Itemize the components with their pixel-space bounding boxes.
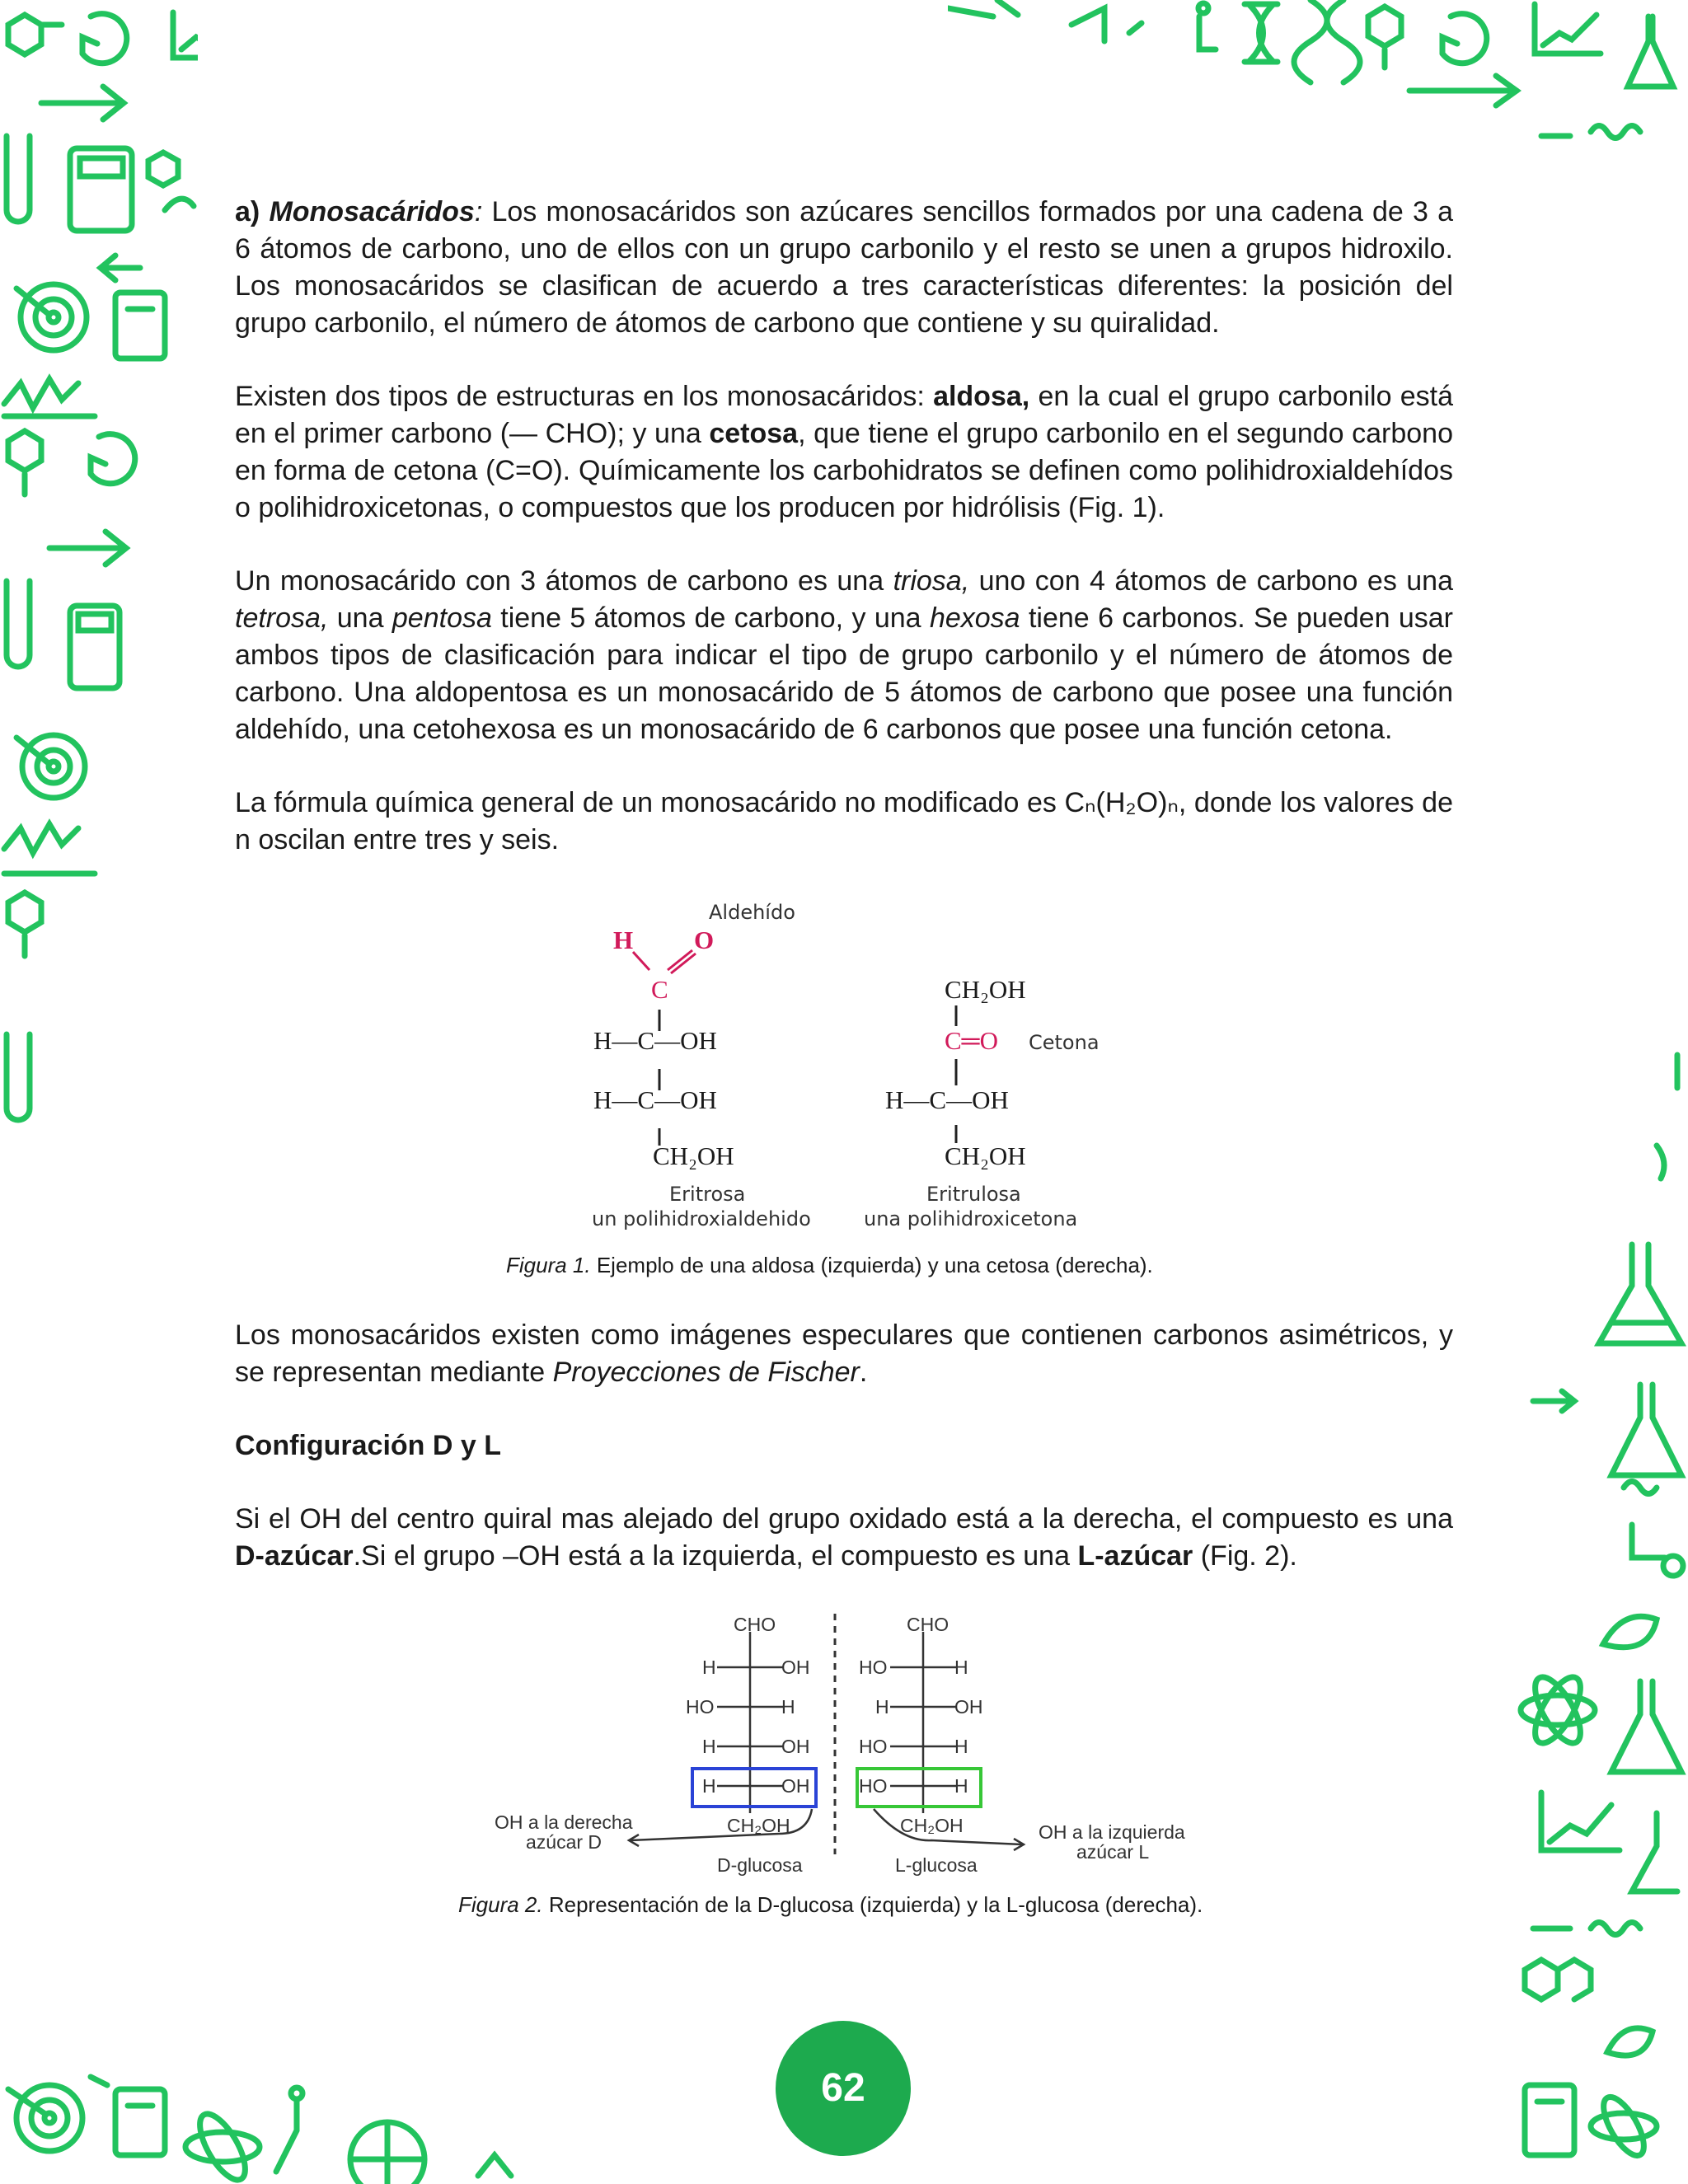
- main-content: [235, 194, 1453, 859]
- recycle-icon: [82, 14, 127, 63]
- hexagon-molecule-icon: [1525, 1960, 1591, 1999]
- figure-1-bonds: [577, 894, 1113, 1240]
- left-doodle-border: [0, 0, 198, 1154]
- d-row-1-left: H: [702, 1657, 716, 1678]
- paragraph-configuracion: Si el OH del centro quiral mas alejado del grupo oxidado está a la derecha, el compuesto es una D-azúcar.Si el grupo –OH está a la izquierda, el compuesto es una L-azúcar (Fig. 2).: [235, 1503, 1453, 1572]
- l-row-2-right: OH: [954, 1696, 983, 1718]
- arrow-icon: [1409, 76, 1517, 105]
- chart-icon: [4, 824, 95, 874]
- flask-icon: [1632, 1813, 1677, 1891]
- d-glucosa-cho: CHO: [734, 1614, 776, 1635]
- target-icon: [16, 735, 85, 798]
- flask-icon: [1611, 1681, 1681, 1772]
- recycle-icon: [91, 434, 135, 484]
- arrow-icon: [49, 532, 126, 565]
- atom-icon: [8, 431, 41, 494]
- hourglass-icon: [1245, 4, 1278, 62]
- calculator-icon: [70, 606, 120, 688]
- leaf-icon: [1607, 2028, 1653, 2055]
- microscope-icon: [1533, 1923, 1640, 1935]
- book-icon: [115, 293, 165, 359]
- d-row-4-left: H: [702, 1775, 716, 1797]
- aldehyde-c-atom: C: [651, 975, 668, 1004]
- book-icon: [1525, 2085, 1574, 2155]
- chart-icon: [1541, 1793, 1620, 1850]
- d-note-line-1: OH a la derecha: [495, 1811, 633, 1833]
- chart-icon: [1535, 4, 1601, 54]
- term-tetrosa: tetrosa,: [235, 602, 329, 634]
- chart-icon: [173, 12, 198, 58]
- paragraph-fischer: Los monosacáridos existen como imágenes especulares que contienen carbonos asimétricos, y se representan mediante Proyecciones de Fischer.: [235, 1319, 1453, 1388]
- l-glucosa-name: L-glucosa: [895, 1854, 978, 1876]
- eritrosa-desc: un polihidroxialdehido: [592, 1207, 811, 1230]
- chart-icon: [4, 379, 95, 416]
- l-row-1-right: H: [954, 1657, 968, 1678]
- arrow-icon: [91, 2077, 107, 2085]
- calculator-icon: [70, 148, 132, 231]
- arrow-icon: [41, 87, 124, 120]
- eritrosa-row-2: H—C—OH: [593, 1085, 717, 1114]
- l-row-3-left: HO: [859, 1736, 888, 1757]
- term-hexosa: hexosa: [929, 602, 1020, 634]
- figure-1-caption: Figura 1. Ejemplo de una aldosa (izquierda) y una cetosa (derecha).: [506, 1253, 1153, 1277]
- page-number: 62: [776, 2021, 911, 2156]
- d-row-3-right: OH: [781, 1736, 810, 1757]
- aldehido-label: Aldehído: [709, 901, 795, 924]
- paragraph-estructuras: Existen dos tipos de estructuras en los monosacáridos: aldosa, en la cual el grupo carbonilo está en el primer carbono (— CHO); y una cetosa, que tiene el grupo carbonilo en el segundo carbono en forma de cetona (C=O). Químicamente los carbohidratos se definen como polihidroxialdehídos o polihidroxicetonas, o compuestos que los producen por hidrólisis (Fig. 1).: [235, 381, 1453, 523]
- figure-2-caption: Figura 2. Representación de la D-glucosa (izquierda) y la L-glucosa (derecha).: [458, 1892, 1203, 1917]
- right-doodle-border: [1508, 1038, 1688, 2184]
- term-d-azucar: D-azúcar: [235, 1540, 354, 1572]
- flask-icon: [1198, 3, 1216, 49]
- eritrulosa-top: CH₂OH: [945, 975, 1026, 1004]
- atom-icon: [8, 893, 41, 956]
- d-row-3-left: H: [702, 1736, 716, 1757]
- term-triosa: triosa,: [893, 565, 970, 597]
- term-aldosa: aldosa,: [933, 381, 1030, 412]
- hexagon-molecule-icon: [8, 15, 62, 54]
- microscope-icon: [1624, 1482, 1683, 1577]
- d-glucosa-ch2oh: CH₂OH: [727, 1815, 790, 1836]
- chart-icon: [1071, 8, 1142, 41]
- l-note-line-2: azúcar L: [1076, 1841, 1150, 1863]
- bottom-doodle-border: [0, 2052, 593, 2184]
- paragraph-clasificacion: Un monosacárido con 3 átomos de carbono es una triosa, uno con 4 átomos de carbono es una tetrosa, una pentosa tiene 5 átomos de carbono, y una hexosa tiene 6 carbonos. Se pueden usar ambos tipos de clasificación para indicar el tipo de grupo carbonilo y el número de átomos de carbono. Una aldopentosa es un monosacárido de 5 átomos de carbono que posee una función aldehído, una cetohexosa es un monosacárido de 6 carbonos que posee una función cetona.: [235, 565, 1453, 745]
- atom-icon: [1521, 1671, 1595, 1750]
- eritrulosa-row-1: H—C—OH: [885, 1085, 1009, 1114]
- l-row-3-right: H: [954, 1736, 968, 1757]
- content-lower: [235, 1317, 1453, 1575]
- arrow-icon: [1657, 1055, 1677, 1179]
- d-glucosa-name: D-glucosa: [717, 1854, 803, 1876]
- flask-icon: [1599, 1244, 1681, 1343]
- figure-1: [577, 894, 1113, 1240]
- microscope-icon: [1541, 126, 1640, 138]
- arrow-icon: [1533, 1391, 1574, 1411]
- eritrulosa-bottom: CH₂OH: [945, 1141, 1026, 1170]
- atom-icon: [350, 2122, 424, 2184]
- l-glucosa-ch2oh: CH₂OH: [900, 1815, 964, 1836]
- term-monosacaridos: Monosacáridos: [269, 196, 475, 227]
- book-icon: [115, 2089, 165, 2155]
- aldehyde-o-atom: O: [694, 926, 715, 954]
- leaf-icon: [1603, 1616, 1657, 1647]
- term-l-azucar: L-azúcar: [1077, 1540, 1193, 1572]
- recycle-icon: [1442, 14, 1487, 63]
- d-row-4-right: OH: [781, 1775, 810, 1797]
- d-row-1-right: OH: [781, 1657, 810, 1678]
- eritrulosa-name: Eritrulosa: [926, 1183, 1021, 1206]
- test-tube-icon: [7, 581, 30, 667]
- l-row-1-left: HO: [859, 1657, 888, 1678]
- hexagon-molecule-icon: [148, 152, 194, 210]
- l-glucosa-cho: CHO: [907, 1614, 950, 1635]
- l-note-line-1: OH a la izquierda: [1039, 1821, 1185, 1843]
- eritrosa-name: Eritrosa: [669, 1183, 746, 1206]
- cetona-label: Cetona: [1029, 1031, 1100, 1054]
- d-row-2-right: H: [781, 1696, 795, 1718]
- flask-icon: [1611, 1385, 1681, 1475]
- test-tube-icon: [7, 1034, 30, 1120]
- l-row-4-left: HO: [859, 1775, 888, 1797]
- eritrosa-row-1: H—C—OH: [593, 1026, 717, 1055]
- dna-icon: [1294, 0, 1360, 82]
- arrow-icon: [101, 255, 140, 280]
- flask-icon: [1628, 16, 1673, 87]
- atom-icon: [1368, 7, 1401, 68]
- l-row-2-left: H: [875, 1696, 889, 1718]
- arrow-icon: [948, 0, 1018, 16]
- figure-2: [486, 1607, 1212, 1887]
- l-row-4-right: H: [954, 1775, 968, 1797]
- test-tube-icon: [7, 136, 30, 222]
- eritrulosa-carbonyl: C═O: [945, 1026, 999, 1055]
- atom-icon: [1591, 2091, 1657, 2161]
- top-doodle-border: [948, 0, 1688, 165]
- d-note-line-2: azúcar D: [526, 1831, 603, 1853]
- target-icon: [8, 2085, 82, 2151]
- section-heading-configuracion: Configuración D y L: [235, 1430, 501, 1461]
- flask-icon: [276, 2088, 302, 2172]
- term-proyecciones-fischer: Proyecciones de Fischer: [552, 1357, 860, 1388]
- term-pentosa: pentosa: [392, 602, 492, 634]
- d-row-2-left: HO: [686, 1696, 715, 1718]
- chart-icon: [478, 2155, 511, 2176]
- paragraph-monosacaridos: a) Monosacáridos: Los monosacáridos son azúcares sencillos formados por una cadena de 3 a 6 átomos de carbono, uno de ellos con un grupo carbonilo y el resto se unen a grupos hidroxilo. Los monosacáridos se clasifican de acuerdo a tres características diferentes: la posición del grupo carbonilo, el número de átomos de carbono que contiene y su quiralidad.: [235, 196, 1453, 339]
- eritrulosa-desc: una polihidroxicetona: [864, 1207, 1078, 1230]
- paragraph-formula: La fórmula química general de un monosacárido no modificado es Cₙ(H₂O)ₙ, donde los valores de n oscilan entre tres y seis.: [235, 787, 1453, 855]
- aldehyde-h-atom: H: [613, 926, 634, 954]
- atom-icon: [185, 2107, 260, 2184]
- term-cetosa: cetosa: [709, 418, 799, 449]
- target-icon: [16, 284, 87, 350]
- eritrosa-bottom: CH₂OH: [653, 1141, 734, 1170]
